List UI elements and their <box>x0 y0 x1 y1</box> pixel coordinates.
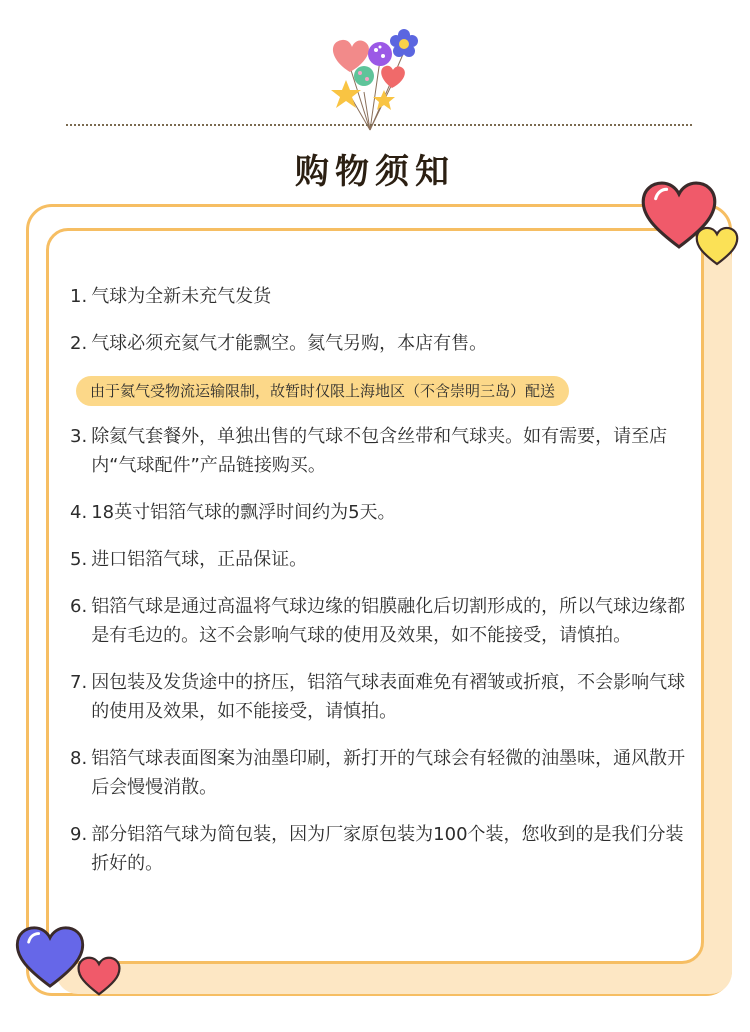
item-number: 8. <box>70 748 88 769</box>
item-text: 铝箔气球表面图案为油墨印刷，新打开的气球会有轻微的油墨味，通风散开后会慢慢消散。 <box>91 748 686 798</box>
balloon-bouquet-icon <box>320 22 420 132</box>
item-number: 1. <box>70 286 88 307</box>
list-item <box>70 820 690 878</box>
item-text: 因包装及发货途中的挤压，铝箔气球表面难免有褶皱或折痕，不会影响气球的使用及效果，如不能接受，请慎拍。 <box>91 672 686 722</box>
list-item <box>70 668 690 726</box>
item-text: 气球为全新未充气发货 <box>91 286 272 307</box>
item-number: 4. <box>70 502 88 523</box>
item-text: 部分铝箔气球为简包装，因为厂家原包装为100个装，您收到的是我们分装折好的。 <box>91 824 684 874</box>
item-text: 气球必须充氦气才能飘空。氦气另购，本店有售。 <box>91 333 488 354</box>
item-number: 7. <box>70 672 88 693</box>
item-number: 3. <box>70 426 88 447</box>
list-item <box>70 545 690 574</box>
header-divider <box>66 124 692 126</box>
shipping-notice-banner: 由于氦气受物流运输限制，故暂时仅限上海地区（不含崇明三岛）配送 <box>76 376 569 406</box>
heart-icon <box>695 226 739 266</box>
item-text: 除氦气套餐外，单独出售的气球不包含丝带和气球夹。如有需要，请至店内“气球配件”产品链接购买。 <box>91 426 668 476</box>
item-number: 9. <box>70 824 88 845</box>
item-text: 进口铝箔气球，正品保证。 <box>91 549 308 570</box>
list-item <box>70 329 690 358</box>
item-number: 2. <box>70 333 88 354</box>
list-item <box>70 592 690 650</box>
list-item <box>70 422 690 480</box>
item-text: 铝箔气球是通过高温将气球边缘的铝膜融化后切割形成的，所以气球边缘都是有毛边的。这不会影响气球的使用及效果，如不能接受，请慎拍。 <box>91 596 686 646</box>
item-number: 5. <box>70 549 88 570</box>
heart-icon <box>76 956 122 996</box>
list-item <box>70 498 690 527</box>
list-item <box>70 282 690 311</box>
item-text: 18英寸铝箔气球的飘浮时间约为5天。 <box>91 502 396 523</box>
notice-list <box>70 282 690 896</box>
list-item <box>70 744 690 802</box>
page-title: 购物须知 <box>295 152 455 192</box>
item-number: 6. <box>70 596 88 617</box>
